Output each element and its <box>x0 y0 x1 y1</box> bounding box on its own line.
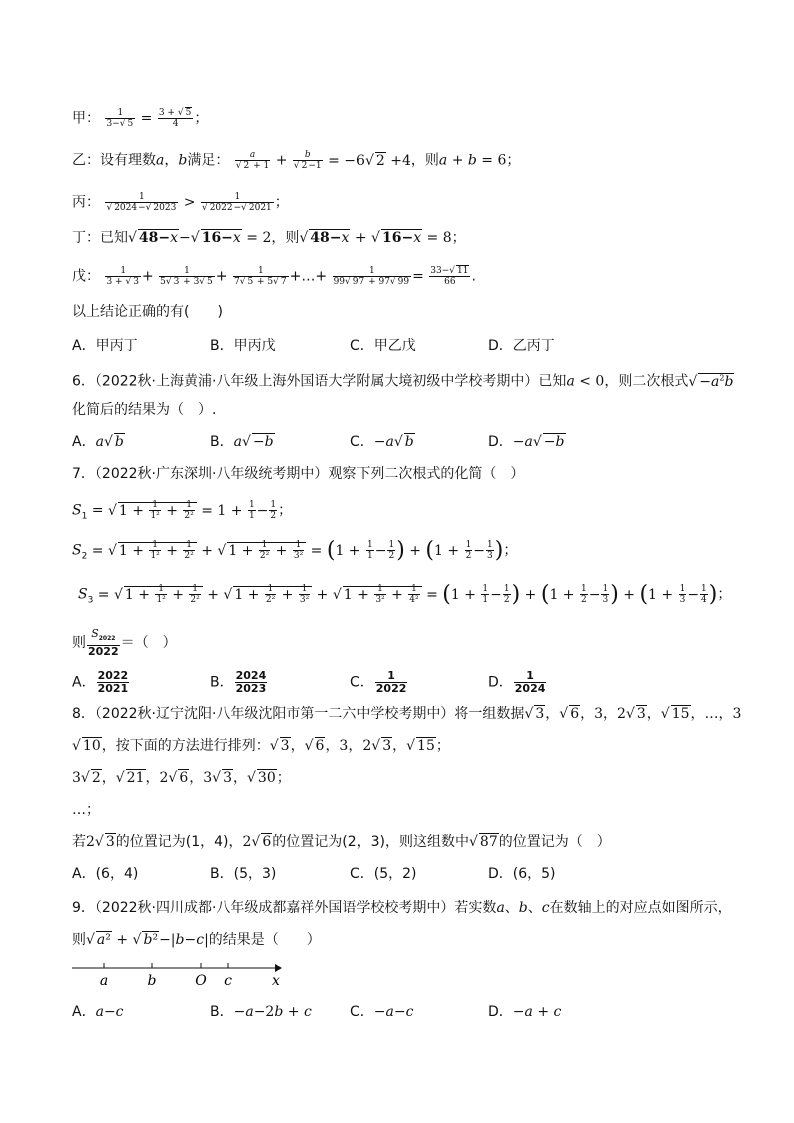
q9-option-c[interactable]: C．−a−c <box>350 1004 414 1020</box>
number-line <box>70 958 290 992</box>
label-x: x <box>272 973 280 989</box>
q6-option-d[interactable]: D．−a√ −b <box>488 434 565 450</box>
fraction: $\frac{3 + √ 5}{4}$ <box>158 108 192 129</box>
q7-option-a[interactable]: A． $\frac{2022}{2021}$ <box>72 669 129 695</box>
question-5-conclusion: 以上结论正确的有( ) <box>72 304 223 320</box>
q8-option-b[interactable]: B．(5，3) <box>210 866 277 882</box>
question-6: 6．（2022秋·上海黄浦·八年级上海外国语大学附属大境初级中学校考期中）已知a < 0，则二次根式√ $-a^2b$ <box>72 373 734 390</box>
fraction: $\frac{a}{√ 2 + 1}$ <box>235 150 270 171</box>
q7-s2: $S_2$ = √ 1 + $\frac{1}{\text{1²}}$ + $\frac{1}{\text{2²}}$ + √ 1 + $\frac{1}{\text{2²}}$ + $\frac{1}{\text{3²}}$ = (1 + $\frac{1}{1}$ − $\frac{1}{2}$ ) + (1 + $\frac{1}{2}$ − $\frac{1}{3}$ )； <box>72 537 518 563</box>
q6-option-b[interactable]: B．a√ −b <box>210 434 274 450</box>
question-8: 8．（2022秋·辽宁沈阳·八年级沈阳市第一二六中学校考期中）将一组数据√ 3，√ 6，3，2√ 3，√ 15，…，3 <box>72 706 742 722</box>
question-9: 9．（2022秋·四川成都·八年级成都嘉祥外国语学校校考期中）若实数a、b、c在数轴上的对应点如图所示， <box>72 900 732 916</box>
fraction: $\frac{1}{√ 2022-√ 2021}$ <box>201 192 272 213</box>
q9-option-d[interactable]: D．−a + c <box>488 1004 562 1020</box>
fraction: $\frac{1}{√ 2024-√ 2023}$ <box>106 192 177 213</box>
statement-bing: 丙： $\frac{1}{√ 2024-√ 2023}$ > $\frac{1}{√ 2022-√ 2021}$ ； <box>72 192 289 213</box>
q7-then: 则 $\frac{S_{2022}}{2022}$ ＝（ ） <box>72 627 177 659</box>
question-9-line2: 则√ a² + √ b²−|b−c|的结果是（ ） <box>72 932 321 948</box>
question-8-dots: …； <box>72 802 100 818</box>
statement-jia: 甲： $\frac{1}{3-√ 5}$ = $\frac{3 + √ 5}{4}$ ； <box>72 108 209 129</box>
fraction: $\frac{b}{√ 2-1}$ <box>293 150 322 171</box>
statement-wu: 戊： $\frac{1}{3 + √ 3}$ + $\frac{1}{5√ 3 + 3√ 5}$ + $\frac{1}{7√ 5 + 5√ 7}$ +…+ $\frac{1}{99√ 97 + 97√ 99}$ = $\frac{33-√ 11}{66}$ . <box>72 266 476 287</box>
question-8-line5: 若2√ 3的位置记为(1，4)，2√ 6的位置记为(2，3)，则这组数中√ 87的位置记为（ ） <box>72 834 611 850</box>
q7-option-b[interactable]: B． $\frac{2024}{2023}$ <box>210 669 267 695</box>
q6-option-a[interactable]: A．a√ b <box>72 434 124 450</box>
label-o: O <box>195 973 207 989</box>
axis-arrow-icon <box>275 964 282 972</box>
q5-option-c[interactable]: C．甲乙戊 <box>350 338 416 354</box>
statement-yi: 乙：设有理数a，b满足： $\frac{a}{√ 2 + 1}$ + $\frac{b}{√ 2-1}$ = −6√ 2 +4，则a + b = 6； <box>72 150 521 171</box>
question-6-line2: 化简后的结果为（ ）. <box>72 402 217 418</box>
question-8-line3: 3√ 2，√ 21，2√ 6，3√ 3，√ 30； <box>72 770 291 786</box>
statement-ding: 丁：已知√ 48−x−√ 16−x = 2，则√ 48−x + √ 16−x = 8； <box>72 230 466 246</box>
q8-option-a[interactable]: A．(6，4) <box>72 866 139 882</box>
q8-option-d[interactable]: D．(6，5) <box>488 866 556 882</box>
q5-option-b[interactable]: B．甲丙戊 <box>210 338 276 354</box>
q9-option-a[interactable]: A．a−c <box>72 1004 124 1020</box>
question-7: 7．（2022秋·广东深圳·八年级统考期中）观察下列二次根式的化简（ ） <box>72 466 525 482</box>
label-b: b <box>147 973 157 989</box>
q7-option-c[interactable]: C． $\frac{1}{2022}$ <box>350 669 407 695</box>
label-c: c <box>224 973 232 989</box>
q7-s1: $S_1$ = √ 1 + $\frac{1}{\text{1²}}$ + $\frac{1}{\text{2²}}$ = 1 + $\frac{1}{1}$ − $\frac{1}{2}$ ； <box>72 500 293 522</box>
q6-option-c[interactable]: C．−a√ b <box>350 434 414 450</box>
q7-s3: $S_3$ = √ 1 + $\frac{1}{\text{1²}}$ + $\frac{1}{\text{2²}}$ + √ 1 + $\frac{1}{\text{2²}}$ + $\frac{1}{\text{3²}}$ + √ 1 + $\frac{1}{\text{3²}}$ + $\frac{1}{\text{4²}}$ = (1 + $\frac{1}{1}$ − $\frac{1}{2}$ ) + (1 + $\frac{1}{2}$ − $\frac{1}{3}$ ) + (1 + $\frac{1}{3}$ − $\frac{1}{4}$ )； <box>78 581 732 607</box>
q5-option-d[interactable]: D．乙丙丁 <box>488 338 555 354</box>
q8-option-c[interactable]: C．(5，2) <box>350 866 417 882</box>
label-a: a <box>99 973 109 989</box>
fraction: $\frac{1}{3-√ 5}$ <box>106 108 134 129</box>
q5-option-a[interactable]: A．甲丙丁 <box>72 338 138 354</box>
q9-option-b[interactable]: B．−a−2b + c <box>210 1004 312 1020</box>
question-8-line2: √ 10，按下面的方法进行排列：√ 3，√ 6，3，2√ 3，√ 15； <box>72 738 450 754</box>
q7-option-d[interactable]: D． $\frac{1}{2024}$ <box>488 669 546 695</box>
